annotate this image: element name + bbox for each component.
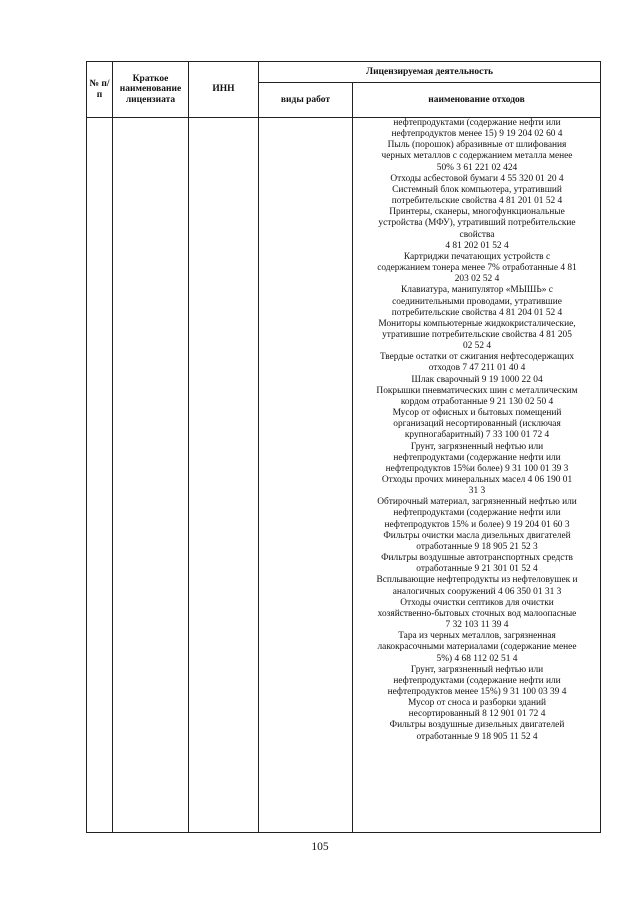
list-item: отработанные 9 18 905 11 52 4 (416, 731, 538, 742)
list-item: Покрышки пневматических шин с металлическим (376, 385, 578, 396)
list-item: несортированный 8 12 901 01 72 4 (408, 709, 546, 720)
list-item: отработанные 9 18 905 21 52 3 (416, 541, 538, 552)
list-item: Системный блок компьютера, утративший (392, 184, 562, 195)
page-number: 105 (311, 841, 329, 853)
list-item: Отходы очистки септиков для очистки (400, 597, 554, 608)
list-item: нефтепродуктами (содержание нефти или (393, 675, 561, 686)
list-item: нефтепродуктов 15%и более) 9 31 100 01 39 3 (385, 463, 569, 474)
list-item: Принтеры, сканеры, многофункциональные (389, 207, 565, 218)
list-item: Мусор от сноса и разборки зданий (407, 698, 547, 709)
list-item: Картриджи печатающих устройств с (403, 251, 551, 262)
list-item: потребительские свойства 4 81 204 01 52 4 (391, 307, 563, 318)
list-item: Отходы асбестовой бумаги 4 55 320 01 20 4 (390, 173, 564, 184)
list-item: Фильтры воздушные дизельных двигателей (389, 720, 565, 731)
list-item: черных металлов с содержанием металла менее (381, 151, 573, 162)
table-row (87, 118, 601, 833)
list-item: крупногабаритный) 7 33 100 01 72 4 (404, 430, 550, 441)
list-item: нефтепродуктами (содержание нефти или (393, 508, 561, 519)
license-registry-table (86, 61, 601, 833)
list-item: хозяйственно-бытовых сточных вод малоопасные (377, 608, 577, 619)
list-item: 4 81 202 01 52 4 (445, 240, 509, 251)
list-item: нефтепродуктов менее 15) 9 19 204 02 60 4 (391, 129, 563, 140)
list-item: Фильтры очистки масла дизельных двигателей (383, 530, 571, 541)
list-item: Шлак сварочный 9 19 1000 22 04 (411, 374, 543, 385)
cell-activity-types (259, 118, 353, 833)
list-item: Клавиатура, манипулятор «МЫШЬ» с (401, 285, 553, 296)
list-item: Обтирочный материал, загрязненный нефтью или (377, 497, 577, 508)
header-activity-types: виды работ (259, 83, 353, 118)
cell-waste-names (353, 118, 601, 833)
waste-list (353, 118, 600, 743)
list-item: нефтепродуктами (содержание нефти или (393, 452, 561, 463)
list-item: Тара из черных металлов, загрязненная (398, 631, 556, 642)
list-item: Грунт, загрязненный нефтью или (410, 664, 544, 675)
list-item: потребительские свойства 4 81 201 01 52 4 (391, 196, 563, 207)
list-item: Грунт, загрязненный нефтью или (410, 441, 544, 452)
cell-num (87, 118, 113, 833)
list-item: устройства (МФУ), утративший потребительские (378, 218, 576, 229)
list-item: 50% 3 61 221 02 424 (436, 162, 518, 173)
list-item: организаций несортированный (исключая (393, 419, 561, 430)
list-item: отработанные 9 21 301 01 52 4 (416, 564, 538, 575)
cell-inn (189, 118, 259, 833)
list-item: Твердые остатки от сжигания нефтесодержащих (379, 352, 575, 363)
list-item: свойства (459, 229, 495, 240)
list-item: Мусор от офисных и бытовых помещений (392, 408, 562, 419)
list-item: лакокрасочными материалами (содержание менее (377, 642, 577, 653)
list-item: нефтепродуктов менее 15%) 9 31 100 03 39 4 (387, 686, 567, 697)
list-item: содержанием тонера менее 7% отработанные 4 81 (377, 263, 577, 274)
header-num: № п/п (87, 62, 113, 118)
list-item: утратившие потребительские свойства 4 81 205 (382, 329, 572, 340)
list-item: Всплывающие нефтепродукты из нефтеловушек и (376, 575, 578, 586)
list-item: соединительными проводами, утратившие (392, 296, 562, 307)
list-item: 31 3 (468, 486, 486, 497)
document-page (86, 61, 600, 833)
list-item: Отходы прочих минеральных масел 4 06 190 01 (381, 475, 573, 485)
list-item: отходов 7 47 211 01 40 4 (428, 363, 526, 374)
list-item: Пыль (порошок) абразивные от шлифования (387, 140, 567, 151)
list-item: нефтепродуктов 15% и более) 9 19 204 01 60 3 (384, 519, 570, 530)
list-item: 02 52 4 (462, 341, 492, 352)
list-item: 5%) 4 68 112 02 51 4 (436, 653, 518, 664)
list-item: аналогичных сооружений 4 06 350 01 31 3 (392, 586, 562, 597)
header-inn: ИНН (189, 62, 259, 118)
header-short-name: Краткое наименование лицензиата (113, 62, 189, 118)
list-item: Фильтры воздушные автотранспортных средств (381, 553, 573, 564)
list-item: Мониторы компьютерные жидкокристалические, (378, 318, 576, 329)
list-item: кордом отработанные 9 21 130 02 50 4 (400, 396, 554, 407)
list-item: 203 02 52 4 (454, 274, 500, 285)
header-licensed-activity: Лицензируемая деятельность (259, 62, 601, 83)
list-item: 7 32 103 11 39 4 (445, 620, 509, 631)
list-item: нефтепродуктами (содержание нефти или (393, 118, 561, 128)
cell-short-name (113, 118, 189, 833)
header-waste-names: наименование отходов (353, 83, 601, 118)
